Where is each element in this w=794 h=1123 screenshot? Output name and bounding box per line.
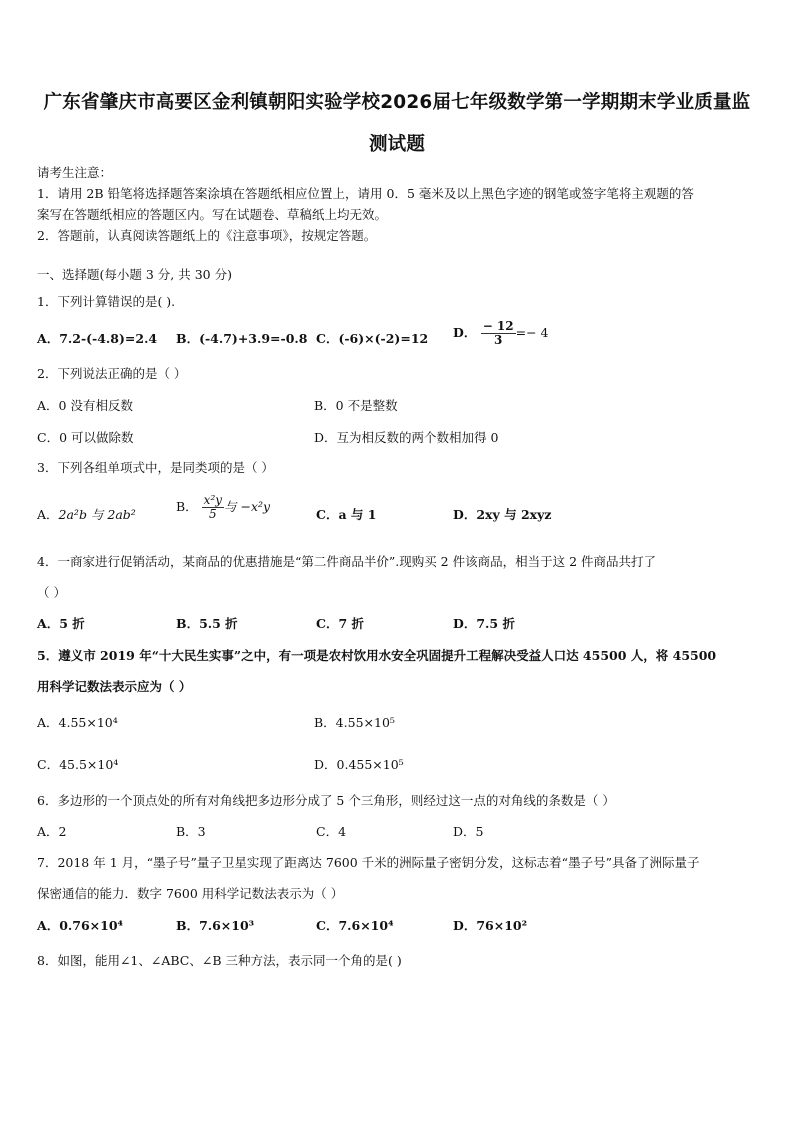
q1-option-b: B．(-4.7)+3.9=-0.8: [176, 331, 308, 346]
q3-option-b-denominator: 5: [209, 507, 217, 521]
notice-item2: 2．答题前，认真阅读答题纸上的《注意事项》，按规定答题。: [37, 228, 377, 243]
q7-option-d: D．76×10²: [453, 918, 528, 933]
q3-option-c: C．a 与 1: [316, 507, 377, 522]
q3-option-a-label: A．: [37, 507, 59, 522]
exam-title-line1: 广东省肇庆市高要区金利镇朝阳实验学校2026届七年级数学第一学期期末学业质量监: [43, 92, 751, 113]
q1-stem: 1．下列计算错误的是( ).: [37, 294, 176, 309]
section-heading: 一、选择题(每小题 3 分, 共 30 分): [37, 267, 232, 282]
q5-option-b: B．4.55×10⁵: [314, 715, 395, 730]
q1-option-a: A．7.2-(-4.8)=2.4: [37, 331, 158, 346]
q5-option-a: A．4.55×10⁴: [37, 715, 118, 730]
q4-option-c: C．7 折: [316, 616, 364, 631]
q6-option-a: A．2: [37, 824, 67, 839]
q6-option-c: C．4: [316, 824, 347, 839]
q3-option-b-numerator: x²y: [203, 493, 223, 507]
q1-option-d-numerator: − 12: [482, 319, 514, 333]
q6-stem: 6．多边形的一个顶点处的所有对角线把多边形分成了 5 个三角形，则经过这一点的对角线的条数是（ ）: [37, 793, 615, 808]
q5-option-c: C．45.5×10⁴: [37, 757, 119, 772]
q5-stem-line1: 5．遵义市 2019 年“十大民生实事”之中，有一项是农村饮用水安全巩固提升工程解决受益人口达 45500 人，将 45500: [37, 648, 717, 663]
q1-option-d: [453, 320, 549, 347]
q3-option-a-expr: 2a²b 与 2ab²: [58, 507, 136, 522]
q7-option-a: A．0.76×10⁴: [37, 918, 123, 933]
q2-stem: 2．下列说法正确的是（ ）: [37, 366, 187, 381]
q7-option-c: C．7.6×10⁴: [316, 918, 394, 933]
q3-option-b-rest: 与 −x²y: [224, 499, 271, 514]
notice-heading: 请考生注意：: [37, 165, 113, 180]
q3-option-d: D．2xy 与 2xyz: [453, 507, 552, 522]
notice-item1-line1: 1．请用 2B 铅笔将选择题答案涂填在答题纸相应位置上，请用 0．5 毫米及以上黑色字迹的钢笔或签字笔将主观题的答: [37, 186, 694, 201]
q4-option-a: A．5 折: [37, 616, 85, 631]
q4-stem-line2: （ ）: [37, 585, 66, 600]
q1-option-d-label: D．: [453, 325, 477, 340]
q4-option-d: D．7.5 折: [453, 616, 515, 631]
q1-option-d-fraction: [481, 320, 516, 347]
q1-option-d-denominator: 3: [493, 333, 503, 347]
q6-option-b: B．3: [176, 824, 206, 839]
q2-option-d: D．互为相反数的两个数相加得 0: [314, 430, 499, 445]
q3-stem: 3．下列各组单项式中，是同类项的是（ ）: [37, 460, 274, 475]
q6-option-d: D．5: [453, 824, 484, 839]
exam-title-line2: 测试题: [368, 134, 426, 155]
q4-stem-line1: 4．一商家进行促销活动，某商品的优惠措施是“第二件商品半价”.现购买 2 件该商品，相当于这 2 件商品共打了: [37, 554, 657, 569]
q2-option-a: A．0 没有相反数: [37, 398, 133, 413]
notice-item1-line2: 案写在答题纸相应的答题区内。写在试题卷、草稿纸上均无效。: [37, 207, 388, 222]
q1-option-c: C．(-6)×(-2)=12: [316, 331, 429, 346]
q2-option-b: B．0 不是整数: [314, 398, 398, 413]
q5-stem-line2: 用科学记数法表示应为（ ）: [37, 679, 192, 694]
q3-option-b: [176, 494, 270, 521]
q3-option-a: [37, 505, 136, 523]
q7-stem-line2: 保密通信的能力．数字 7600 用科学记数法表示为（ ）: [37, 886, 344, 901]
q5-option-d: D．0.455×10⁵: [314, 757, 404, 772]
q3-option-b-label: B．: [176, 499, 198, 514]
q3-option-b-fraction: [202, 494, 224, 521]
q8-stem: 8．如图，能用∠1、∠ABC、∠B 三种方法，表示同一个角的是( ): [37, 953, 402, 968]
q7-option-b: B．7.6×10³: [176, 918, 255, 933]
q7-stem-line1: 7．2018 年 1 月，“墨子号”量子卫星实现了距离达 7600 千米的洲际量子密钥分发，这标志着“墨子号”具备了洲际量子: [37, 855, 700, 870]
q4-option-b: B．5.5 折: [176, 616, 238, 631]
q1-option-d-rest: =− 4: [515, 325, 549, 340]
q2-option-c: C．0 可以做除数: [37, 430, 134, 445]
